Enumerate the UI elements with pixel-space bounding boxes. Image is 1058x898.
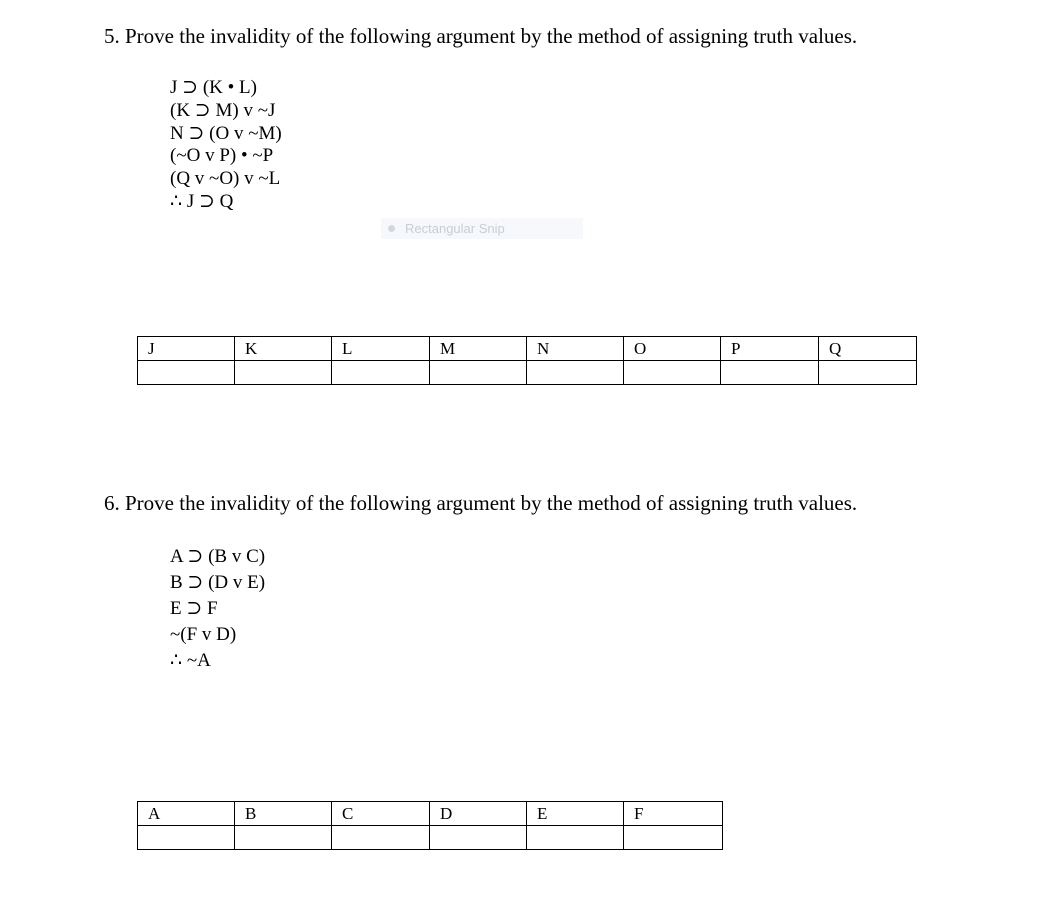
- header-cell-k: K: [235, 337, 332, 361]
- problem-5-premises: [170, 77, 282, 214]
- value-cell-o[interactable]: [624, 361, 721, 385]
- header-cell-f: F: [624, 802, 723, 826]
- premise-line: B ⊃ (D v E): [170, 572, 266, 593]
- header-row: [138, 802, 723, 826]
- header-cell-m: M: [430, 337, 527, 361]
- problem-6-premises: [170, 544, 265, 674]
- header-cell-q: Q: [819, 337, 917, 361]
- header-cell-c: C: [332, 802, 430, 826]
- value-row: [138, 826, 723, 850]
- premise-line: (~O v P) • ~P: [170, 145, 274, 167]
- premise-line: E ⊃ F: [170, 598, 218, 619]
- value-cell-b[interactable]: [235, 826, 332, 850]
- value-cell-k[interactable]: [235, 361, 332, 385]
- header-cell-n: N: [527, 337, 624, 361]
- header-cell-d: D: [430, 802, 527, 826]
- premise-line: (Q v ~O) v ~L: [170, 168, 281, 190]
- premise-line: A ⊃ (B v C): [170, 546, 266, 567]
- value-cell-n[interactable]: [527, 361, 624, 385]
- value-cell-f[interactable]: [624, 826, 723, 850]
- rectangular-snip-tooltip: [381, 218, 583, 239]
- header-row: [138, 337, 917, 361]
- value-cell-l[interactable]: [332, 361, 430, 385]
- value-cell-a[interactable]: [138, 826, 235, 850]
- header-cell-p: P: [721, 337, 819, 361]
- premise-line: J ⊃ (K • L): [170, 77, 257, 98]
- header-cell-a: A: [138, 802, 235, 826]
- value-cell-c[interactable]: [332, 826, 430, 850]
- header-cell-o: O: [624, 337, 721, 361]
- value-cell-q[interactable]: [819, 361, 917, 385]
- premise-line: N ⊃ (O v ~M): [170, 122, 282, 144]
- problem-5-heading: 5. Prove the invalidity of the following argument by the method of assigning truth values.: [104, 24, 858, 48]
- problem-6-truth-table: [137, 801, 723, 850]
- header-cell-j: J: [138, 337, 235, 361]
- value-cell-d[interactable]: [430, 826, 527, 850]
- header-cell-e: E: [527, 802, 624, 826]
- header-cell-l: L: [332, 337, 430, 361]
- value-cell-m[interactable]: [430, 361, 527, 385]
- value-cell-j[interactable]: [138, 361, 235, 385]
- value-row: [138, 361, 917, 385]
- problem-5-truth-table: [137, 336, 917, 385]
- conclusion-line: ∴ ~A: [170, 650, 211, 671]
- snip-label-text: Rectangular Snip: [405, 221, 505, 236]
- value-cell-p[interactable]: [721, 361, 819, 385]
- value-cell-e[interactable]: [527, 826, 624, 850]
- header-cell-b: B: [235, 802, 332, 826]
- problem-6-heading: 6. Prove the invalidity of the following argument by the method of assigning truth values.: [104, 491, 858, 515]
- record-dot-icon: [388, 225, 395, 232]
- conclusion-line: ∴ J ⊃ Q: [170, 190, 234, 212]
- premise-line: (K ⊃ M) v ~J: [170, 99, 276, 121]
- premise-line: ~(F v D): [170, 624, 237, 645]
